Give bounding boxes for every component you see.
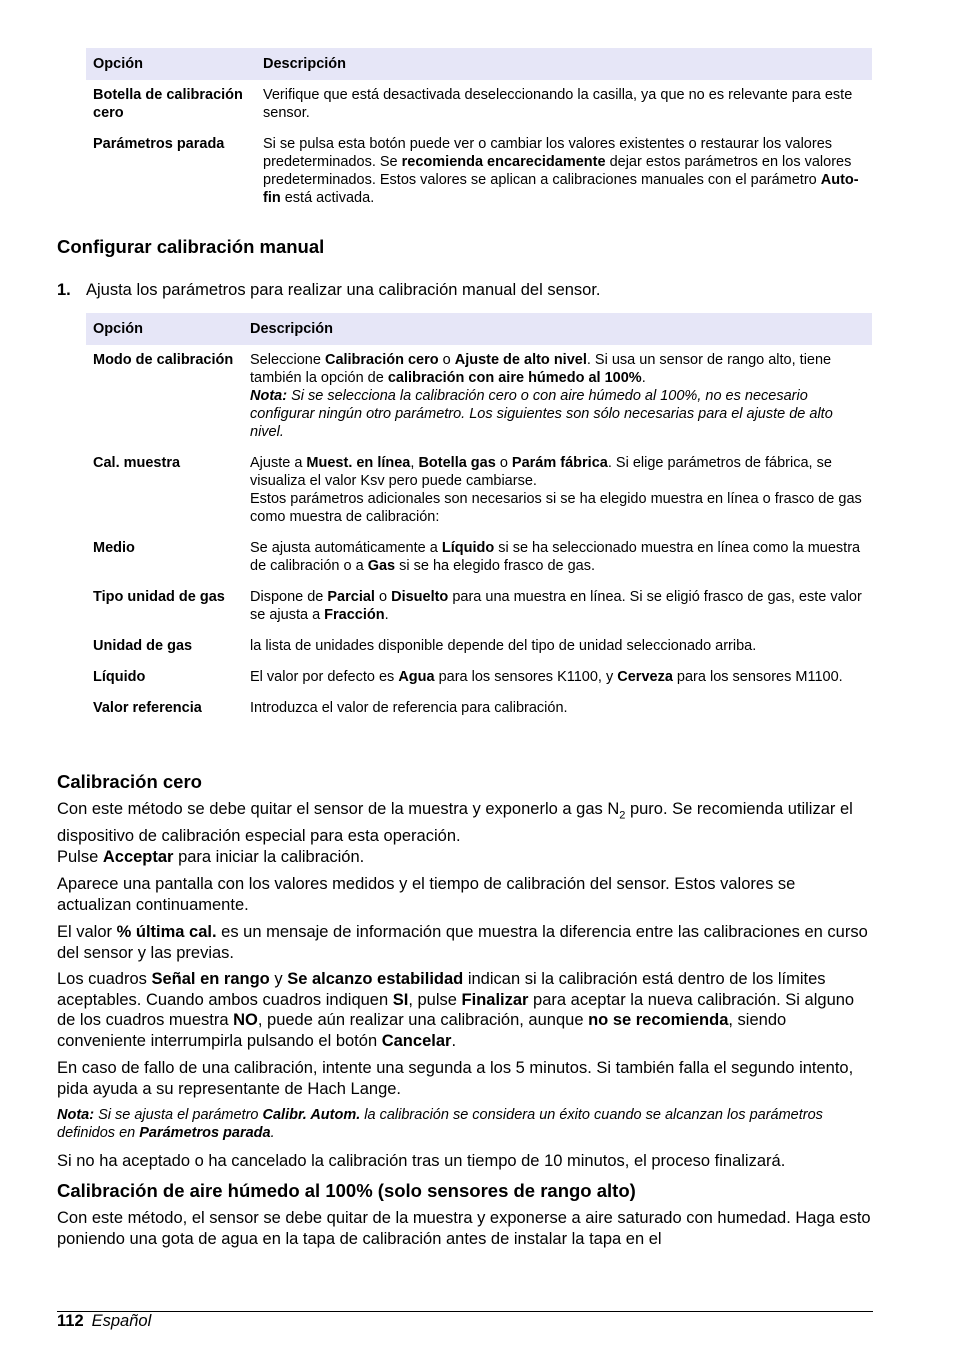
- note: Nota: Si se ajusta el parámetro Calibr. Autom. la calibración se considera un éxito cuando se alcanzan los parámetros definidos en Parámetros parada.: [57, 1107, 823, 1141]
- paragraph: Pulse Acceptar para iniciar la calibración.: [57, 848, 365, 866]
- paragraph: Aparece una pantalla con los valores medidos y el tiempo de calibración del sensor. Estos valores se actualizan continuamente.: [57, 875, 796, 914]
- table-row: [86, 582, 872, 631]
- step-text: Ajusta los parámetros para realizar una calibración manual del sensor.: [86, 281, 601, 299]
- footer-divider: [57, 1311, 873, 1312]
- section-title-humid-air-calibration: Calibración de aire húmedo al 100% (solo sensores de rango alto): [57, 1180, 636, 1201]
- description-cell: Verifique que está desactivada deseleccionando la casilla, ya que no es relevante para este sensor.: [263, 87, 853, 121]
- table-row: [86, 448, 872, 533]
- footer-language: Español: [91, 1312, 152, 1330]
- section-title-manual-calibration: Configurar calibración manual: [57, 236, 325, 257]
- page-number: 112: [57, 1312, 84, 1330]
- table-row: [86, 345, 872, 448]
- page-footer: [57, 1312, 151, 1331]
- table-row: [86, 533, 872, 582]
- option-cell: Parámetros parada: [93, 136, 225, 152]
- header-description: Descripción: [256, 48, 872, 80]
- paragraph: Si no ha aceptado o ha cancelado la calibración tras un tiempo de 10 minutos, el proceso finalizará.: [57, 1152, 786, 1170]
- option-cell: Tipo unidad de gas: [93, 589, 225, 605]
- header-option: Opción: [86, 313, 243, 345]
- header-option: Opción: [86, 48, 256, 80]
- description-cell: Se ajusta automáticamente a Líquido si se ha seleccionado muestra en línea como la muestra de calibración o a Gas si se ha elegido frasco de gas.: [250, 540, 861, 574]
- table-row: [86, 662, 872, 693]
- table-row: [86, 693, 872, 724]
- option-cell: Unidad de gas: [93, 638, 193, 654]
- option-cell: Modo de calibración: [93, 352, 234, 368]
- table-row: [86, 80, 872, 129]
- paragraph: Los cuadros Señal en rango y Se alcanzo estabilidad indican si la calibración está dentro de los límites aceptables. Cuando ambos cuadros indiquen SI, pulse Finalizar para aceptar la nueva calibración. Si alguno de los cuadros muestra NO, puede aún realizar una calibración, aunque no se recomienda, siendo conveniente interrumpirla pulsando el botón Cancelar.: [57, 970, 855, 1050]
- header-description: Descripción: [243, 313, 872, 345]
- step-1: [57, 281, 601, 300]
- description-cell: Ajuste a Muest. en línea, Botella gas o Parám fábrica. Si elige parámetros de fábrica, se visualiza el valor Ksv pero puede cambiarse. Estos parámetros adicionales son necesarios si se ha elegido muestra en línea o frasco de gas como muestra de calibración:: [250, 455, 862, 525]
- option-cell: Valor referencia: [93, 700, 202, 716]
- options-table-top: [86, 48, 872, 214]
- description-cell: Introduzca el valor de referencia para calibración.: [250, 700, 568, 716]
- description-cell: Seleccione Calibración cero o Ajuste de alto nivel. Si usa un sensor de rango alto, tiene también la opción de calibración con aire húmedo al 100%. Nota: Si se selecciona la calibración cero o con aire húmedo al 100%, no es necesario configurar ningún otro parámetro. Los siguientes son sólo necesarias para el ajuste de alto nivel.: [250, 352, 833, 440]
- option-cell: Cal. muestra: [93, 455, 181, 471]
- paragraph: Con este método, el sensor se debe quitar de la muestra y exponerse a aire saturado con humedad. Haga esto poniendo una gota de agua en la tapa de calibración antes de instalar la tapa en el: [57, 1209, 871, 1248]
- table-row: [86, 129, 872, 214]
- option-cell: Botella de calibración cero: [93, 87, 243, 121]
- description-cell: la lista de unidades disponible depende del tipo de unidad seleccionado arriba.: [250, 638, 757, 654]
- description-cell: Si se pulsa esta botón puede ver o cambiar los valores existentes o restaurar los valores predeterminados. Se recomienda encarecidamente dejar estos parámetros en los valores predeterminados. Estos valores se aplican a calibraciones manuales con el parámetro Auto-fin está activada.: [263, 136, 859, 206]
- table-row: [86, 631, 872, 662]
- option-cell: Medio: [93, 540, 135, 556]
- section-title-zero-calibration: Calibración cero: [57, 771, 202, 792]
- options-table-manual: [86, 313, 872, 724]
- table-header-row: [86, 313, 872, 345]
- option-cell: Líquido: [93, 669, 146, 685]
- description-cell: El valor por defecto es Agua para los sensores K1100, y Cerveza para los sensores M1100.: [250, 669, 843, 685]
- description-cell: Dispone de Parcial o Disuelto para una muestra en línea. Si se eligió frasco de gas, este valor se ajusta a Fracción.: [250, 589, 862, 623]
- paragraph: El valor % última cal. es un mensaje de información que muestra la diferencia entre las calibraciones en curso del sensor y las previas.: [57, 923, 868, 962]
- table-header-row: [86, 48, 872, 80]
- step-number: 1.: [57, 281, 71, 299]
- paragraph: En caso de fallo de una calibración, intente una segunda a los 5 minutos. Si también falla el segundo intento, pida ayuda a su representante de Hach Lange.: [57, 1059, 854, 1098]
- paragraph: Con este método se debe quitar el sensor de la muestra y exponerlo a gas $N_2$ puro. Se recomienda utilizar el dispositivo de calibración especial para esta operación.: [57, 800, 853, 845]
